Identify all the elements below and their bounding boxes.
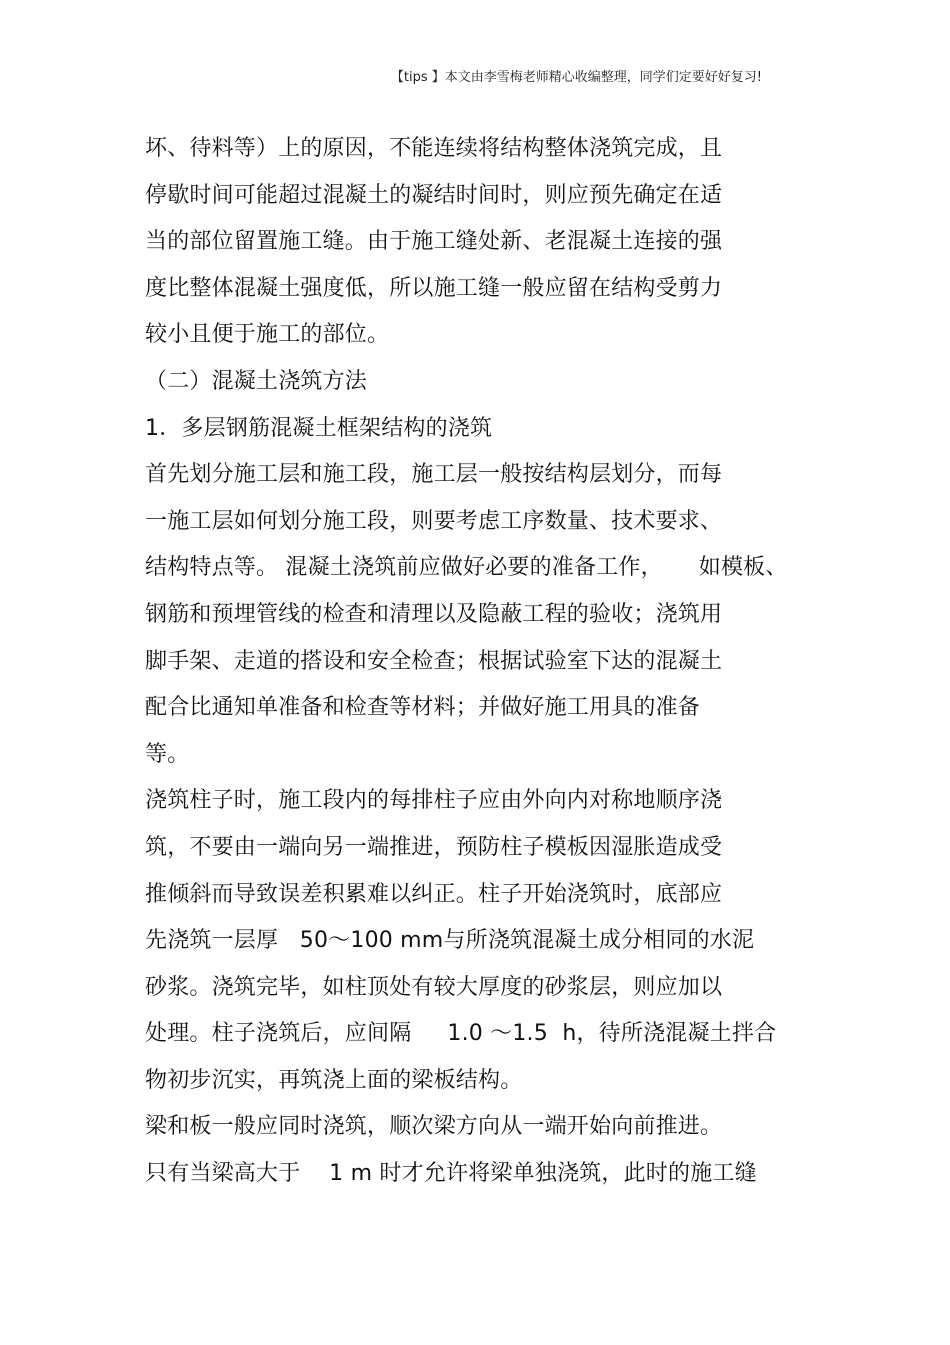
- section-heading: （二）混凝土浇筑方法: [145, 368, 368, 394]
- text-line: 一施工层如何划分施工段，则要考虑工序数量、技术要求、: [145, 508, 723, 534]
- text-line: 结构特点等。 混凝土浇筑前应做好必要的准备工作， 如模板、: [145, 555, 788, 581]
- text-line: 首先划分施工层和施工段，施工层一般按结构层划分，而每: [145, 462, 723, 488]
- text-line: 推倾斜而导致误差积累难以纠正。柱子开始浇筑时，底部应: [145, 881, 723, 907]
- text-line: 梁和板一般应同时浇筑，顺次梁方向从一端开始向前推进。: [145, 1114, 723, 1140]
- text-line: 较小且便于施工的部位。: [145, 322, 390, 348]
- header-tip-note: 【tips 】本文由李雪梅老师精心收编整理，同学们定要好好复习!: [390, 70, 762, 85]
- text-line: 配合比通知单准备和检查等材料；并做好施工用具的准备: [145, 695, 701, 721]
- text-line: 坏、待料等）上的原因，不能连续将结构整体浇筑完成，且: [145, 136, 723, 161]
- text-line: 钢筋和预埋管线的检查和清理以及隐蔽工程的验收；浇筑用: [145, 601, 723, 627]
- text-line: 筑，不要由一端向另一端推进，预防柱子模板因湿胀造成受: [145, 834, 723, 860]
- text-line: 当的部位留置施工缝。由于施工缝处新、老混凝土连接的强: [145, 229, 723, 255]
- text-line: 等。: [145, 741, 190, 767]
- text-line: 先浇筑一层厚 50～100 mm与所浇筑混凝土成分相同的水泥: [145, 928, 755, 954]
- text-line: 只有当梁高大于 1 m 时才允许将梁单独浇筑，此时的施工缝: [145, 1161, 757, 1187]
- text-line: 浇筑柱子时，施工段内的每排柱子应由外向内对称地顺序浇: [145, 788, 723, 814]
- text-line: 度比整体混凝土强度低，所以施工缝一般应留在结构受剪力: [145, 275, 723, 301]
- text-line: 处理。柱子浇筑后，应间隔 1.0 ～1.5 h，待所浇混凝土拌合: [145, 1021, 777, 1047]
- text-line: 物初步沉实，再筑浇上面的梁板结构。: [145, 1067, 523, 1093]
- text-line: 停歇时间可能超过混凝土的凝结时间时，则应预先确定在适: [145, 182, 723, 208]
- text-line: 脚手架、走道的搭设和安全检查；根据试验室下达的混凝土: [145, 648, 723, 674]
- text-line: 砂浆。浇筑完毕，如柱顶处有较大厚度的砂浆层，则应加以: [145, 974, 723, 1000]
- subsection-heading: 1．多层钢筋混凝土框架结构的浇筑: [145, 415, 493, 441]
- document-body: [145, 126, 825, 1198]
